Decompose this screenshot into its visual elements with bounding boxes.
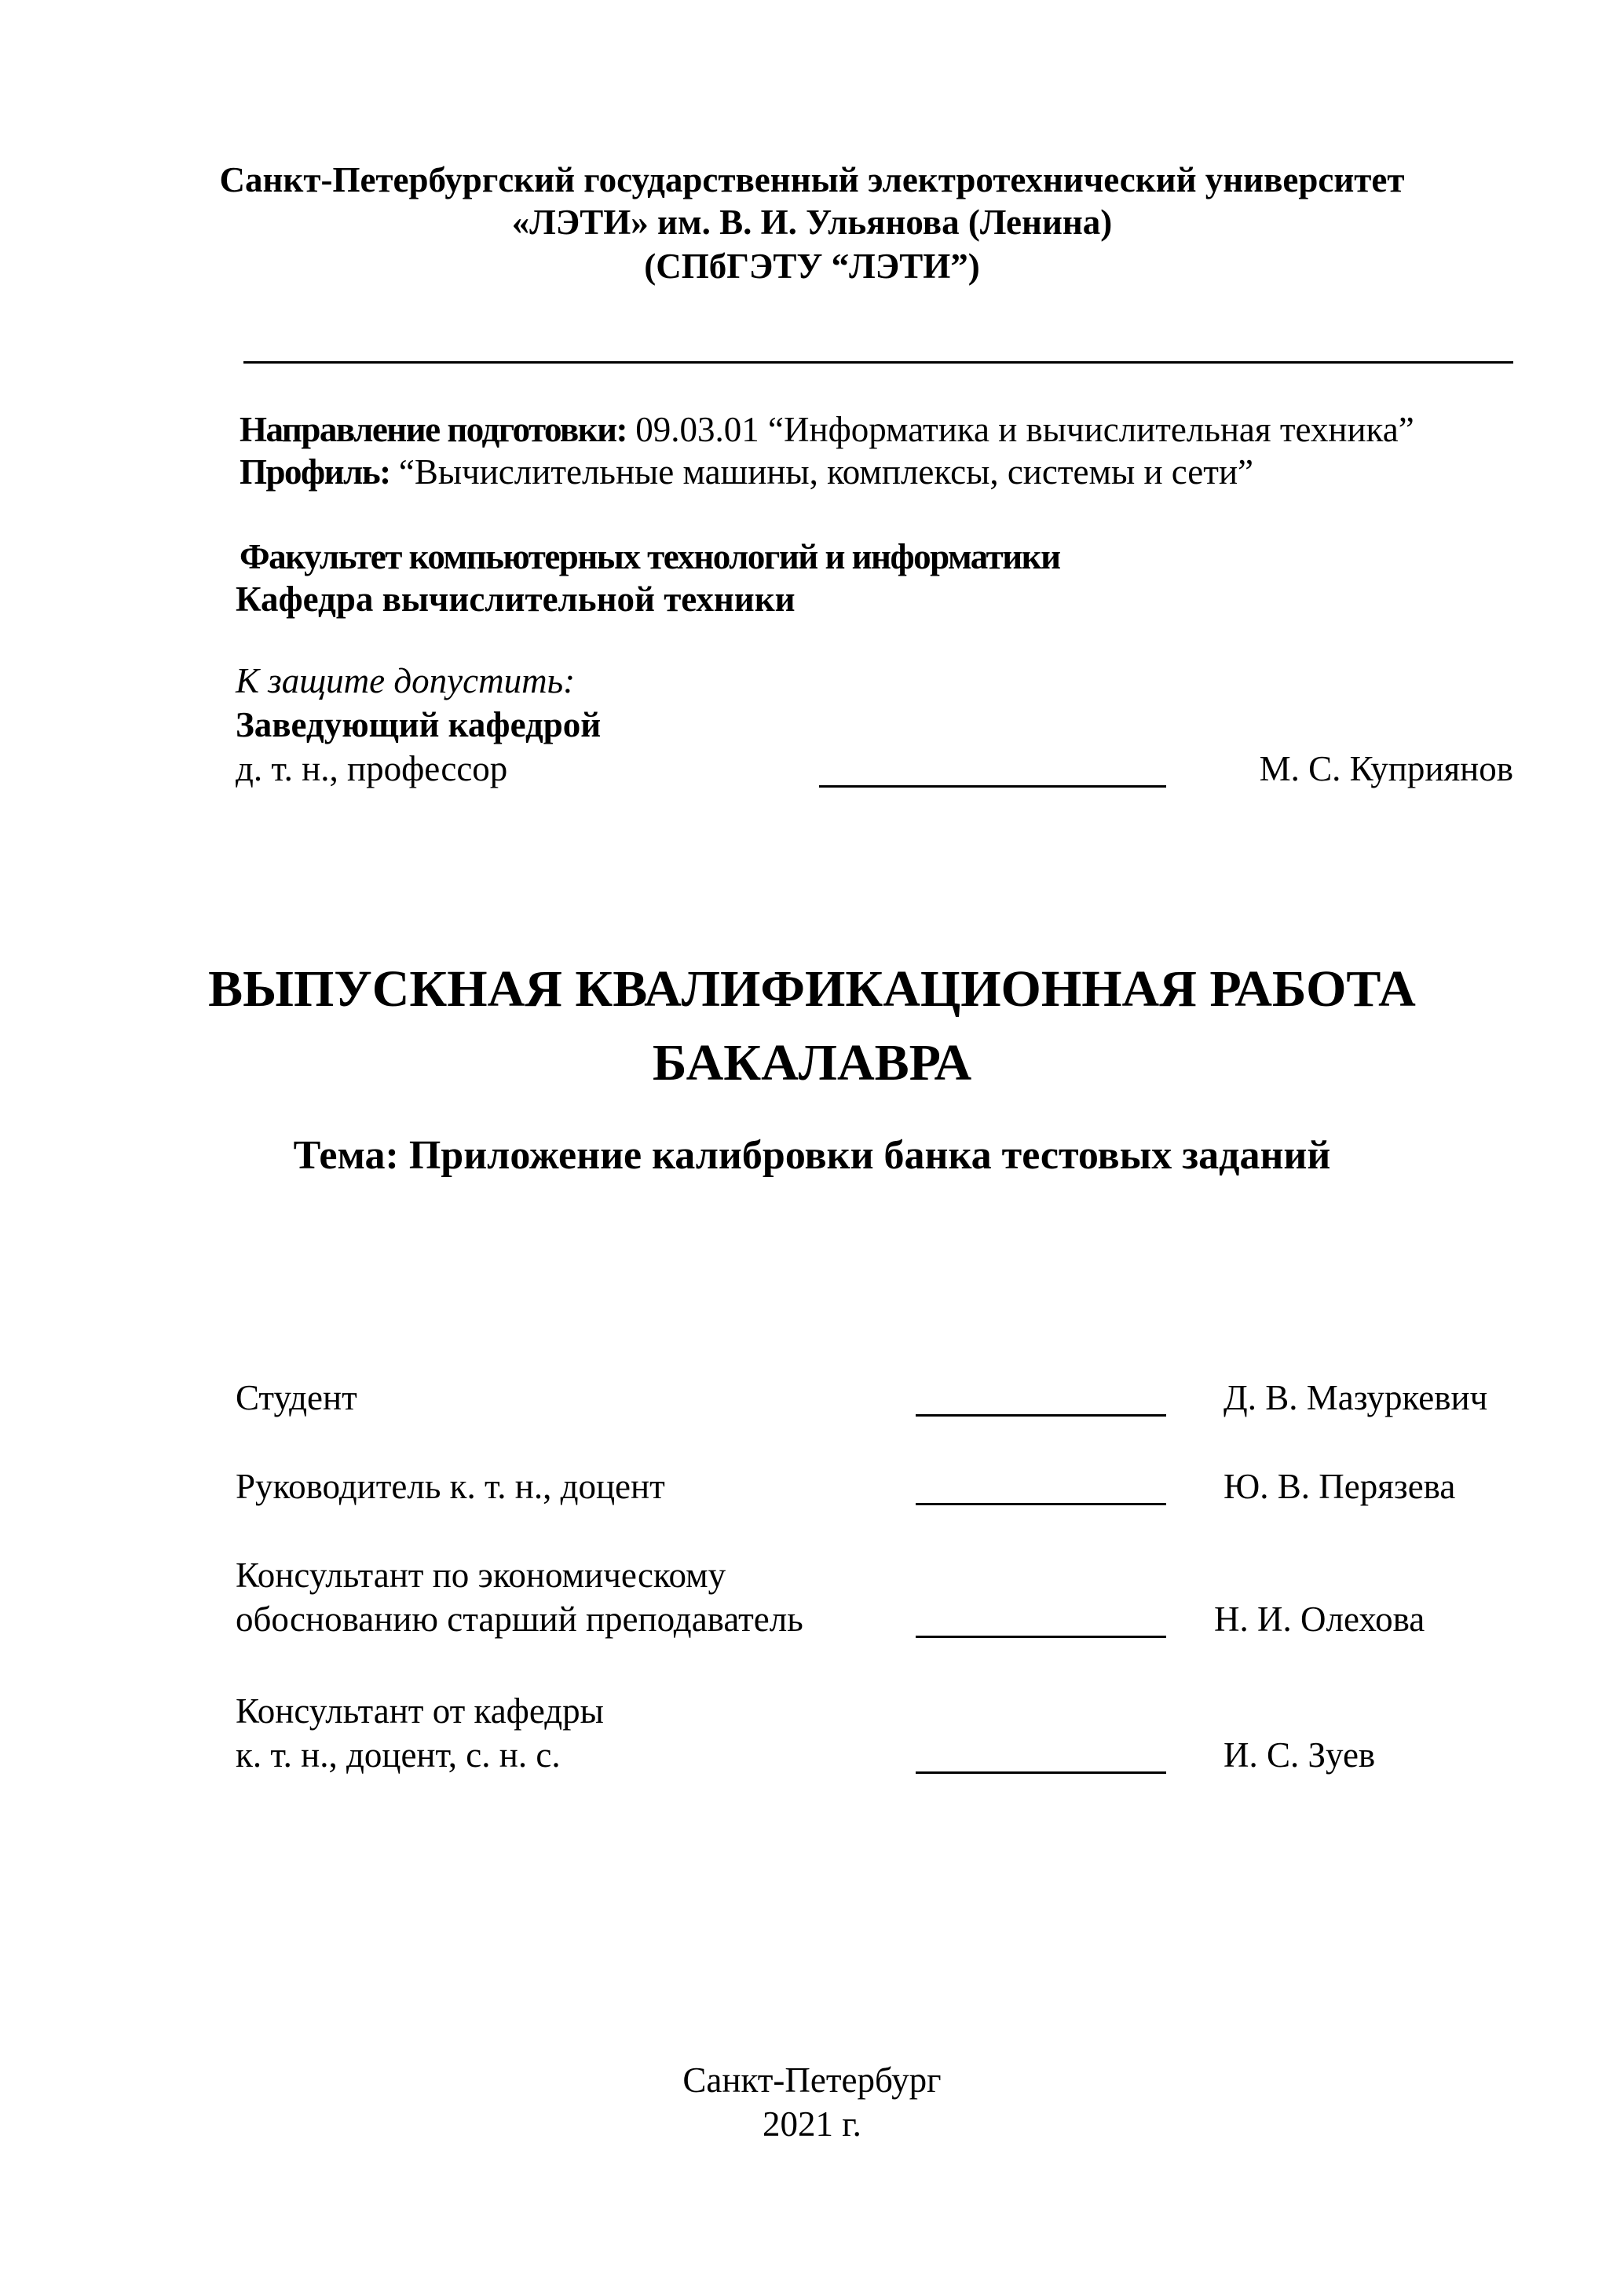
work-topic: Тема: Приложение калибровки банка тестовых заданий bbox=[293, 1133, 1331, 1178]
signatory-role: Консультант от кафедры bbox=[236, 1691, 604, 1731]
signatory-role-line2: к. т. н., доцент, с. н. с. bbox=[236, 1735, 561, 1775]
profile-line bbox=[240, 452, 1253, 493]
profile-label: Профиль: bbox=[240, 452, 390, 492]
signatory-role: Студент bbox=[236, 1378, 357, 1417]
university-abbr: (СПбГЭТУ “ЛЭТИ”) bbox=[644, 247, 980, 286]
approval-note: К защите допустить: bbox=[236, 661, 576, 700]
direction-line bbox=[240, 410, 1414, 451]
work-title-line2: БАКАЛАВРА bbox=[652, 1034, 972, 1091]
signatory-role: Консультант по экономическому bbox=[236, 1556, 726, 1595]
header-divider bbox=[243, 361, 1513, 364]
signature-line bbox=[916, 1636, 1166, 1638]
university-name-line2: «ЛЭТИ» им. В. И. Ульянова (Ленина) bbox=[511, 203, 1113, 242]
direction-value: 09.03.01 “Информатика и вычислительная техника” bbox=[627, 410, 1414, 449]
department: Кафедра вычислительной техники bbox=[236, 579, 796, 619]
signatory-name: Н. И. Олехова bbox=[1214, 1600, 1425, 1639]
signature-line-head bbox=[819, 785, 1166, 788]
signatory-role: Руководитель к. т. н., доцент bbox=[236, 1467, 665, 1506]
work-title: ВЫПУСКНАЯ КВАЛИФИКАЦИОННАЯ РАБОТА bbox=[208, 960, 1416, 1018]
approval-title: д. т. н., профессор bbox=[236, 749, 508, 788]
university-name: Санкт-Петербургский государственный электротехнический университет bbox=[219, 160, 1405, 199]
faculty: Факультет компьютерных технологий и информатики bbox=[240, 537, 1060, 576]
signatory-name: Ю. В. Перязева bbox=[1223, 1467, 1456, 1506]
signature-line bbox=[916, 1414, 1166, 1417]
direction-label: Направление подготовки: bbox=[240, 410, 627, 449]
footer-year: 2021 г. bbox=[763, 2104, 861, 2144]
signatory-role-line2: обоснованию старший преподаватель bbox=[236, 1600, 803, 1639]
profile-value: “Вычислительные машины, комплексы, системы и сети” bbox=[390, 452, 1254, 492]
signatory-name: Д. В. Мазуркевич bbox=[1223, 1378, 1488, 1417]
approval-role: Заведующий кафедрой bbox=[236, 705, 602, 744]
footer-city: Санкт-Петербург bbox=[682, 2060, 942, 2100]
approval-name: М. С. Куприянов bbox=[1259, 749, 1513, 788]
signature-line bbox=[916, 1503, 1166, 1505]
signature-line bbox=[916, 1771, 1166, 1774]
signatory-name: И. С. Зуев bbox=[1223, 1735, 1376, 1775]
